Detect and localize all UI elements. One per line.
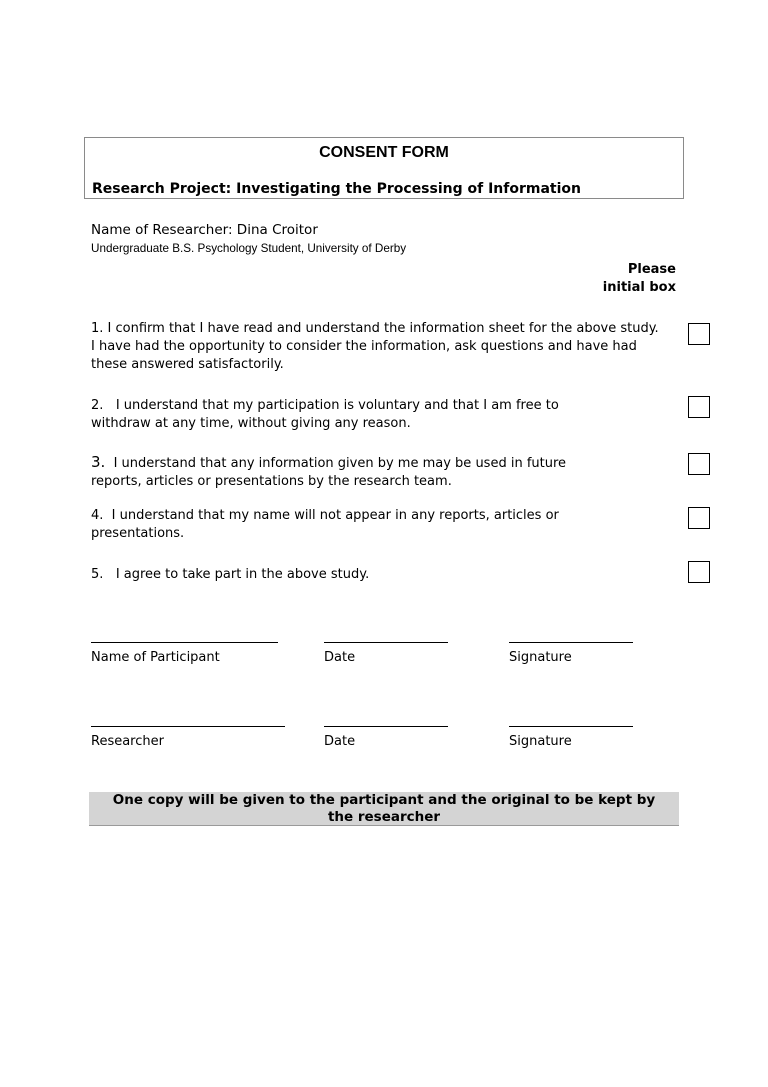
statement-text: I understand that my name will not appear in any reports, articles or presentations. bbox=[91, 508, 559, 541]
researcher-signature-label: Signature bbox=[509, 734, 572, 749]
researcher-signature-line[interactable] bbox=[509, 726, 633, 727]
consent-statement-4 bbox=[91, 507, 591, 543]
statement-number: 4. bbox=[91, 508, 104, 523]
participant-name-line[interactable] bbox=[91, 642, 278, 643]
participant-signature-label: Signature bbox=[509, 650, 572, 665]
participant-signature-line[interactable] bbox=[509, 642, 633, 643]
initial-header-line1: Please bbox=[627, 262, 676, 277]
statement-text: I agree to take part in the above study. bbox=[115, 567, 370, 582]
researcher-name-line[interactable] bbox=[91, 726, 285, 727]
initial-box-header bbox=[603, 261, 676, 297]
initial-box-5[interactable] bbox=[688, 561, 710, 583]
participant-date-label: Date bbox=[324, 650, 356, 665]
consent-statement-5 bbox=[91, 566, 591, 584]
researcher-name-label: Researcher bbox=[91, 734, 164, 749]
initial-box-4[interactable] bbox=[688, 507, 710, 529]
participant-date-line[interactable] bbox=[324, 642, 448, 643]
statement-number: 5. bbox=[91, 567, 104, 582]
project-title: Research Project: Investigating the Processing of Information bbox=[92, 181, 581, 197]
footer-note: One copy will be given to the participant and the original to be kept by the researcher bbox=[112, 792, 656, 825]
form-header bbox=[84, 137, 684, 199]
consent-statement-2 bbox=[91, 397, 591, 433]
form-title: CONSENT FORM bbox=[319, 144, 449, 161]
statement-text: I confirm that I have read and understand the information sheet for the above study. I have had the opportunity to consider the information, ask questions and have had these answered satisfactorily. bbox=[91, 321, 659, 372]
researcher-name: Name of Researcher: Dina Croitor bbox=[91, 222, 318, 238]
consent-statement-3 bbox=[91, 453, 591, 491]
footer-note-bar bbox=[89, 792, 679, 826]
statement-text: I understand that any information given by me may be used in future reports, articles or presentations by the research team. bbox=[91, 456, 567, 489]
initial-header-line2: initial box bbox=[602, 280, 676, 295]
participant-name-label: Name of Participant bbox=[91, 650, 220, 665]
researcher-affiliation: Undergraduate B.S. Psychology Student, University of Derby bbox=[91, 242, 407, 255]
initial-box-1[interactable] bbox=[688, 323, 710, 345]
researcher-date-label: Date bbox=[324, 734, 356, 749]
initial-box-2[interactable] bbox=[688, 396, 710, 418]
statement-text: I understand that my participation is voluntary and that I am free to withdraw at any time, without giving any reason. bbox=[91, 398, 559, 431]
statement-number: 1. bbox=[91, 321, 104, 336]
researcher-date-line[interactable] bbox=[324, 726, 448, 727]
initial-box-3[interactable] bbox=[688, 453, 710, 475]
statement-number: 3. bbox=[91, 453, 106, 471]
statement-number: 2. bbox=[91, 398, 104, 413]
consent-statement-1 bbox=[91, 320, 666, 374]
